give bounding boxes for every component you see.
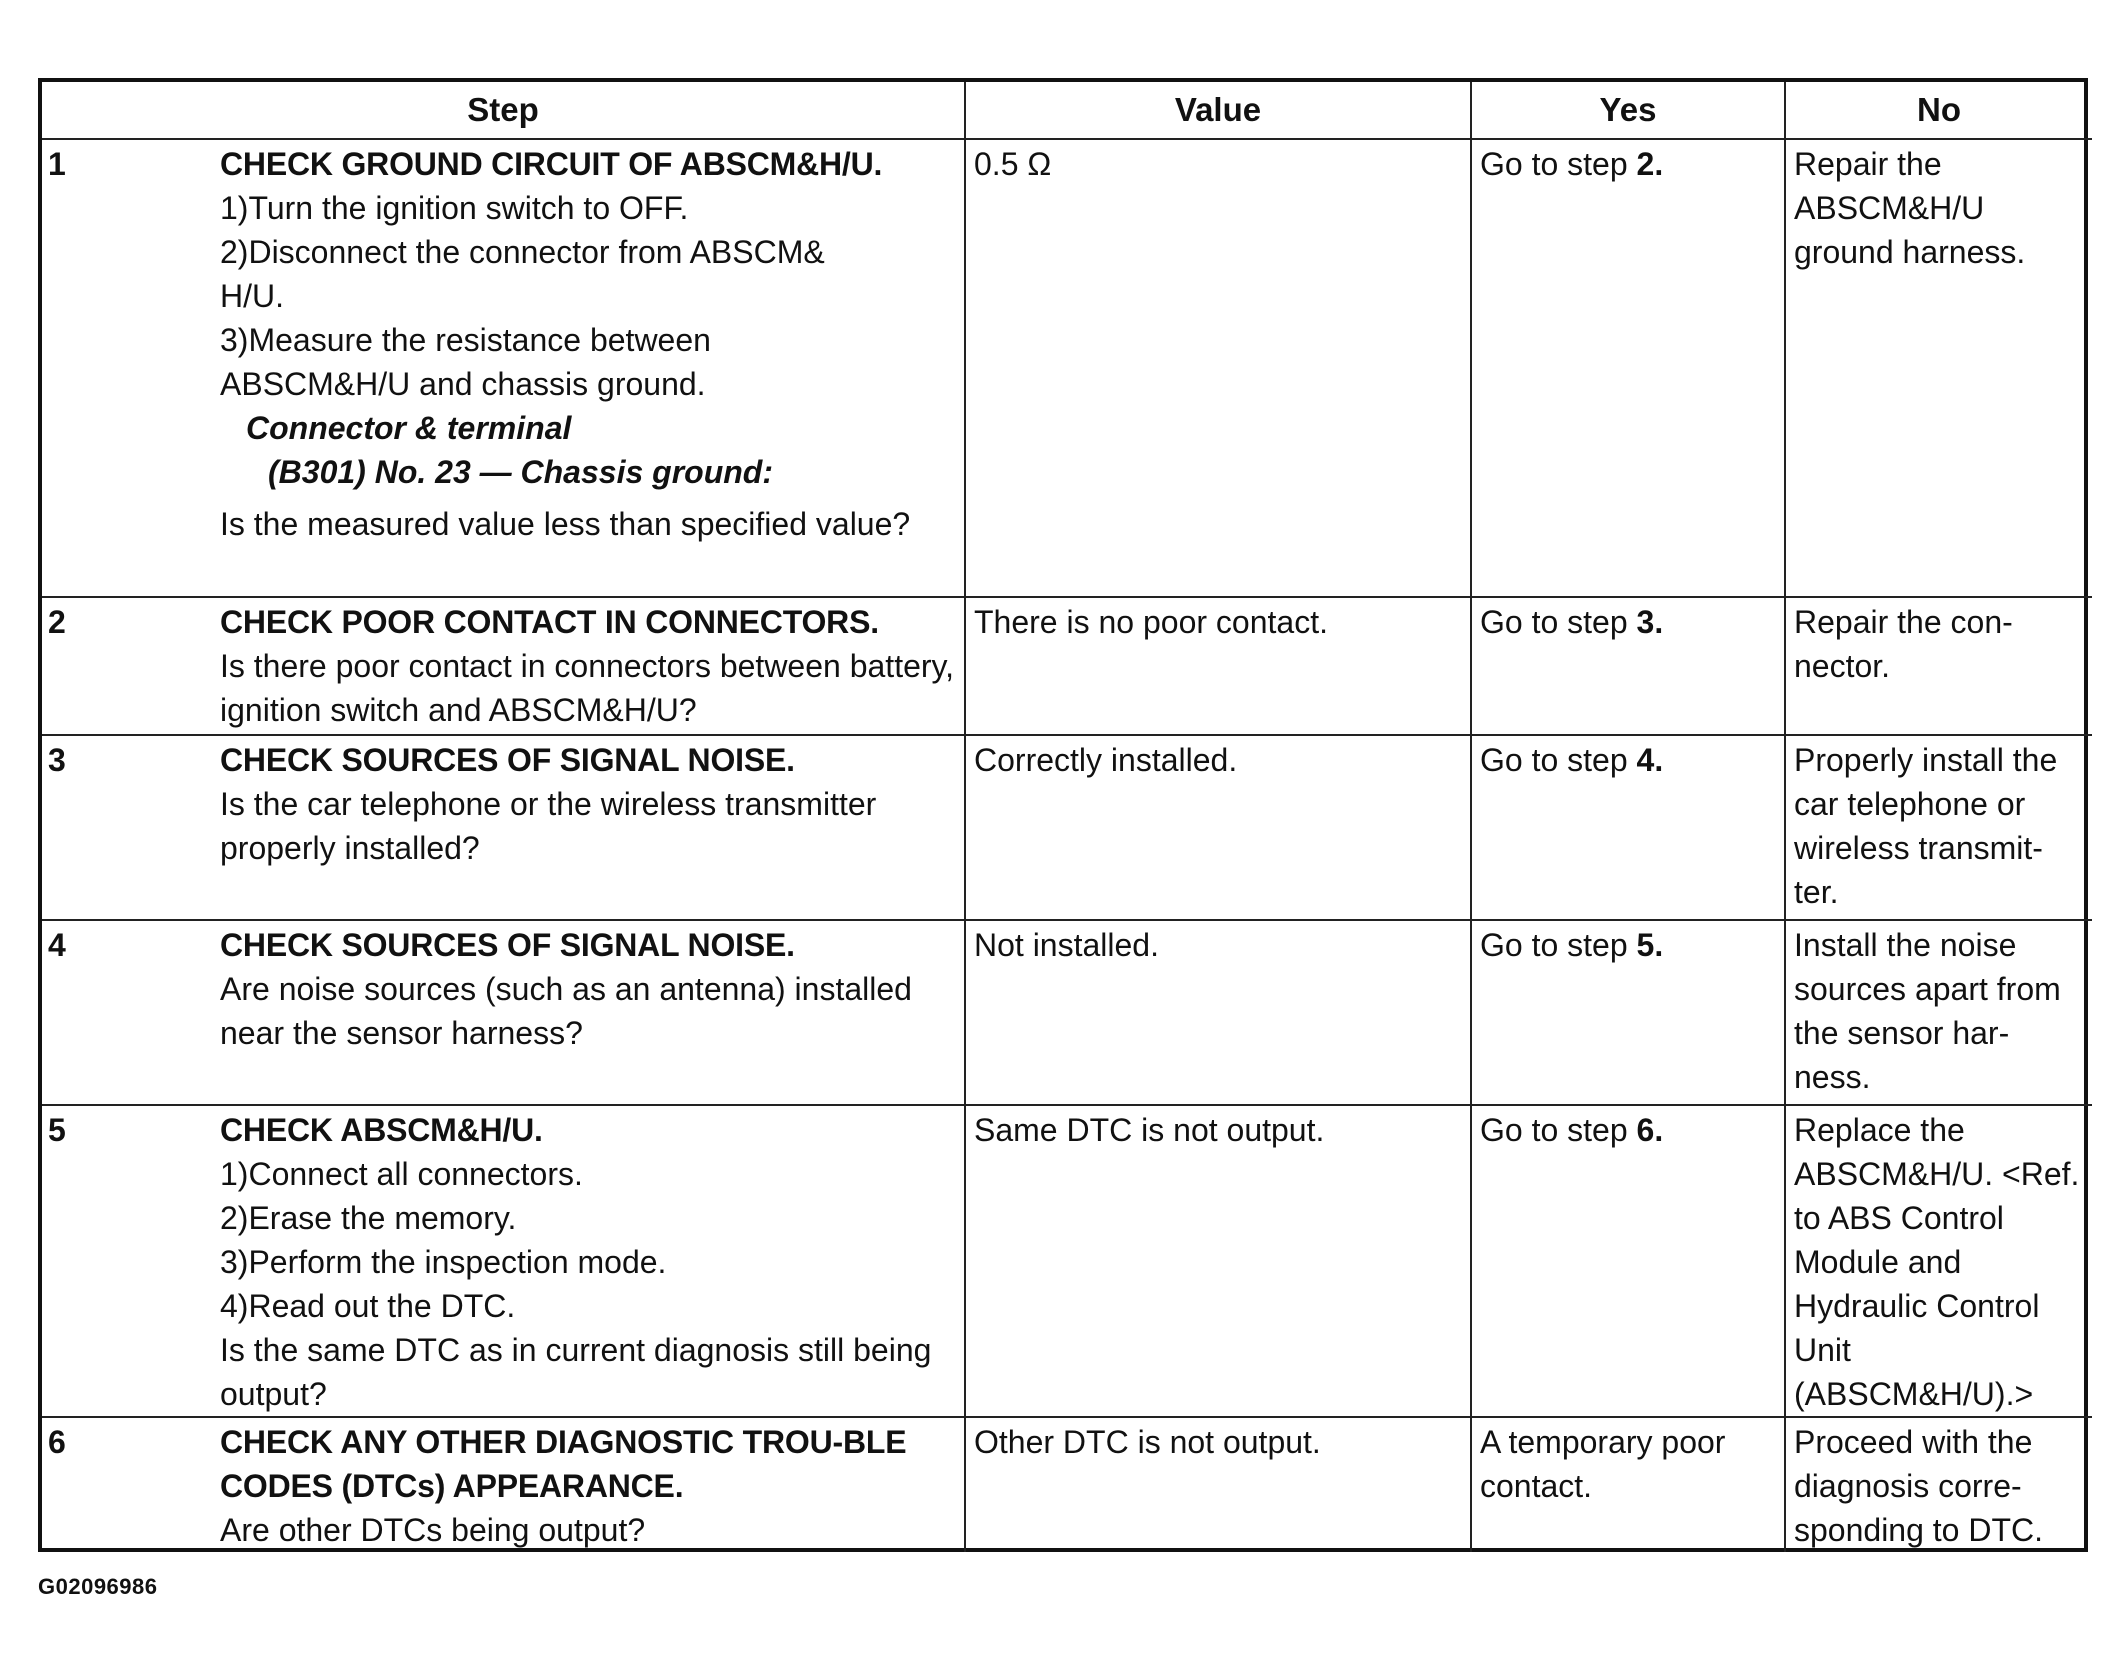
value-text: There is no poor contact. [974, 604, 1328, 640]
step-instruction: 2)Erase the memory. [220, 1200, 517, 1236]
diagnostic-table [42, 82, 2092, 1552]
no-cell [1785, 597, 2092, 735]
value-text: 0.5 Ω [974, 146, 1052, 182]
no-text: Replace the ABSCM&H/U. <Ref. to ABS Control Module and Hydraulic Control Unit (ABSCM&H/U).> [1794, 1112, 2080, 1412]
step-title: CHECK GROUND CIRCUIT OF ABSCM&H/U. [220, 146, 883, 182]
no-cell [1785, 139, 2092, 597]
value-cell [965, 1105, 1471, 1417]
step-cell [42, 1105, 965, 1417]
step-cell [42, 920, 965, 1105]
yes-step-number: 2. [1636, 146, 1664, 182]
header-step: Step [42, 82, 965, 139]
header-yes: Yes [1471, 82, 1785, 139]
no-text: Properly install the car telephone or wireless transmit-ter. [1794, 742, 2058, 910]
step-question: Is the car telephone or the wireless transmitter properly installed? [220, 786, 877, 866]
table-row [42, 1417, 2092, 1552]
no-text: Repair the con-nector. [1794, 604, 2013, 684]
step-instruction: 2)Disconnect the connector from ABSCM& [220, 234, 825, 270]
table-row [42, 735, 2092, 920]
table-row [42, 1105, 2092, 1417]
yes-prefix: Go to step [1480, 1112, 1637, 1148]
step-cell [42, 597, 965, 735]
step-cell [42, 1417, 965, 1552]
step-number: 6 [48, 1424, 66, 1460]
value-cell [965, 139, 1471, 597]
step-title: CHECK ANY OTHER DIAGNOSTIC TROU-BLE CODES (DTCs) APPEARANCE. [220, 1424, 907, 1504]
yes-text: A temporary poor contact. [1480, 1424, 1726, 1504]
yes-cell [1471, 139, 1785, 597]
value-text: Correctly installed. [974, 742, 1238, 778]
step-cell [42, 139, 965, 597]
yes-step-number: 4. [1636, 742, 1664, 778]
step-number: 5 [48, 1112, 66, 1148]
step-instruction: 4)Read out the DTC. [220, 1288, 516, 1324]
no-cell [1785, 920, 2092, 1105]
no-text: Repair the ABSCM&H/U ground harness. [1794, 146, 2026, 270]
yes-step-number: 5. [1636, 927, 1664, 963]
no-cell [1785, 1105, 2092, 1417]
figure-id: G02096986 [38, 1574, 158, 1599]
step-title: CHECK SOURCES OF SIGNAL NOISE. [220, 927, 795, 963]
step-number: 3 [48, 742, 66, 778]
step-question: Is there poor contact in connectors between battery, ignition switch and ABSCM&H/U? [220, 648, 955, 728]
value-text: Not installed. [974, 927, 1159, 963]
value-cell [965, 1417, 1471, 1552]
step-question: Is the same DTC as in current diagnosis still being output? [220, 1332, 932, 1412]
no-text: Install the noise sources apart from the sensor har-ness. [1794, 927, 2061, 1095]
yes-text [1472, 921, 1784, 967]
no-cell [1785, 1417, 2092, 1552]
step-instruction: H/U. [220, 278, 284, 314]
step-instruction: 1)Turn the ignition switch to OFF. [220, 190, 689, 226]
yes-step-number: 3. [1636, 604, 1664, 640]
value-cell [965, 597, 1471, 735]
step-cell [42, 735, 965, 920]
step-number: 2 [48, 604, 66, 640]
value-cell [965, 920, 1471, 1105]
step-title: CHECK SOURCES OF SIGNAL NOISE. [220, 742, 795, 778]
yes-step-number: 6. [1636, 1112, 1664, 1148]
step-question: Is the measured value less than specified value? [220, 506, 911, 542]
step-instruction: 3)Perform the inspection mode. [220, 1244, 667, 1280]
yes-prefix: Go to step [1480, 146, 1637, 182]
no-cell [1785, 735, 2092, 920]
table-row [42, 597, 2092, 735]
table-row [42, 920, 2092, 1105]
connector-label: Connector & terminal [246, 410, 572, 446]
yes-prefix: Go to step [1480, 604, 1637, 640]
value-cell [965, 735, 1471, 920]
value-text: Other DTC is not output. [974, 1424, 1321, 1460]
value-text: Same DTC is not output. [974, 1112, 1325, 1148]
step-number: 1 [48, 146, 66, 182]
header-value: Value [965, 82, 1471, 139]
yes-cell [1471, 1105, 1785, 1417]
yes-text [1472, 736, 1784, 782]
step-title: CHECK ABSCM&H/U. [220, 1112, 543, 1148]
yes-text [1472, 1106, 1784, 1152]
diagnostic-table-frame [38, 78, 2088, 1552]
yes-text [1472, 598, 1784, 644]
yes-prefix: Go to step [1480, 927, 1637, 963]
connector-detail: (B301) No. 23 — Chassis ground: [268, 454, 773, 490]
yes-text [1472, 140, 1784, 186]
step-instruction: 3)Measure the resistance between [220, 322, 711, 358]
header-no: No [1785, 82, 2092, 139]
table-row [42, 139, 2092, 597]
header-row [42, 82, 2092, 139]
step-question: Are other DTCs being output? [220, 1512, 646, 1548]
step-number: 4 [48, 927, 66, 963]
yes-cell [1471, 1417, 1785, 1552]
step-question: Are noise sources (such as an antenna) installed near the sensor harness? [220, 971, 912, 1051]
step-title: CHECK POOR CONTACT IN CONNECTORS. [220, 604, 879, 640]
no-text: Proceed with the diagnosis corre-sponding to DTC. [1794, 1424, 2044, 1548]
yes-cell [1471, 920, 1785, 1105]
step-instruction: ABSCM&H/U and chassis ground. [220, 366, 706, 402]
yes-cell [1471, 597, 1785, 735]
step-instruction: 1)Connect all connectors. [220, 1156, 583, 1192]
yes-cell [1471, 735, 1785, 920]
yes-prefix: Go to step [1480, 742, 1637, 778]
